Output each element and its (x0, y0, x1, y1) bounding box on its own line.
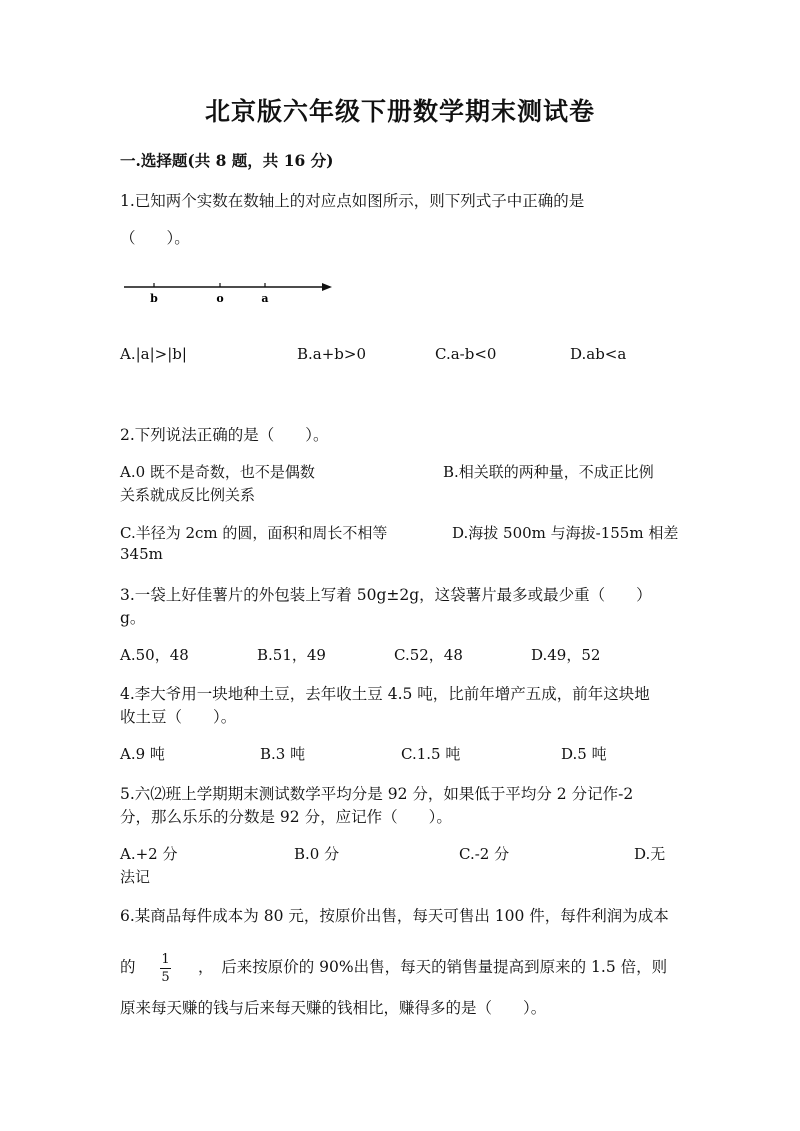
q5-option-b: B.0 分 (294, 845, 340, 863)
q1-option-d: D.ab<a (570, 345, 627, 363)
q5-stem-line1: 5.六⑵班上学期期末测试数学平均分是 92 分，如果低于平均分 2 分记作-2 (120, 785, 634, 803)
q4-option-c: C.1.5 吨 (401, 745, 461, 763)
label-a: a (261, 292, 269, 305)
q2-option-b-cont: 关系就成反比例关系 (120, 486, 256, 504)
fraction-numerator: 1 (161, 952, 170, 967)
q2-option-a: A.0 既不是奇数，也不是偶数 (120, 463, 315, 481)
section-heading: 一.选择题(共 8 题，共 16 分) (120, 151, 334, 170)
q5-option-a: A.+2 分 (120, 845, 178, 863)
q4-option-d: D.5 吨 (561, 745, 607, 763)
q4-stem-line2: 收土豆（ ）。 (120, 708, 237, 726)
fraction-denominator: 5 (161, 970, 170, 985)
number-line-arrow (322, 283, 332, 291)
q2-option-c: C.半径为 2cm 的圆，面积和周长不相等 (120, 524, 388, 542)
q5-option-d: D.无 (634, 845, 666, 863)
q6-stem-line2-pre: 的 (120, 958, 136, 976)
number-line-figure (120, 278, 335, 312)
q2-option-d: D.海拔 500m 与海拔-155m 相差 (452, 524, 679, 542)
label-b: b (150, 292, 158, 305)
q1-stem-line1: 1.已知两个实数在数轴上的对应点如图所示，则下列式子中正确的是 (120, 192, 585, 210)
fraction-one-fifth (160, 948, 171, 984)
q1-option-c: C.a-b<0 (435, 345, 497, 363)
q6-stem-line1: 6.某商品每件成本为 80 元，按原价出售，每天可售出 100 件，每件利润为成本 (120, 907, 669, 925)
q5-stem-line2: 分，那么乐乐的分数是 92 分，应记作（ ）。 (120, 808, 452, 826)
q2-option-d-cont: 345m (120, 545, 163, 563)
q3-option-a: A.50，48 (120, 646, 189, 664)
q4-option-a: A.9 吨 (120, 745, 165, 763)
q2-stem: 2.下列说法正确的是（ ）。 (120, 426, 329, 444)
q1-option-a: A.|a|>|b| (120, 345, 187, 363)
q1-option-b: B.a+b>0 (297, 345, 367, 363)
q3-option-b: B.51，49 (257, 646, 326, 664)
q4-option-b: B.3 吨 (260, 745, 306, 763)
q6-stem-line3: 原来每天赚的钱与后来每天赚的钱相比，赚得多的是（ ）。 (120, 999, 547, 1017)
q3-stem-line1: 3.一袋上好佳薯片的外包装上写着 50g±2g，这袋薯片最多或最少重（ ） (120, 586, 652, 604)
label-o: o (216, 292, 224, 305)
q6-stem-line2-post: ， 后来按原价的 90%出售，每天的销售量提高到原来的 1.5 倍，则 (198, 958, 668, 976)
page-title: 北京版六年级下册数学期末测试卷 (204, 97, 595, 126)
fraction-bar (160, 968, 171, 969)
q3-option-d: D.49，52 (531, 646, 601, 664)
q4-stem-line1: 4.李大爷用一块地种土豆，去年收土豆 4.5 吨，比前年增产五成，前年这块地 (120, 685, 650, 703)
q5-option-c: C.-2 分 (459, 845, 510, 863)
q3-option-c: C.52，48 (394, 646, 463, 664)
q2-option-b: B.相关联的两种量，不成正比例 (443, 463, 654, 481)
number-line-svg (120, 278, 335, 308)
q1-stem-line2: （ ）。 (120, 229, 190, 247)
q5-option-d-cont: 法记 (120, 868, 151, 886)
q3-stem-line2: g。 (120, 609, 146, 627)
